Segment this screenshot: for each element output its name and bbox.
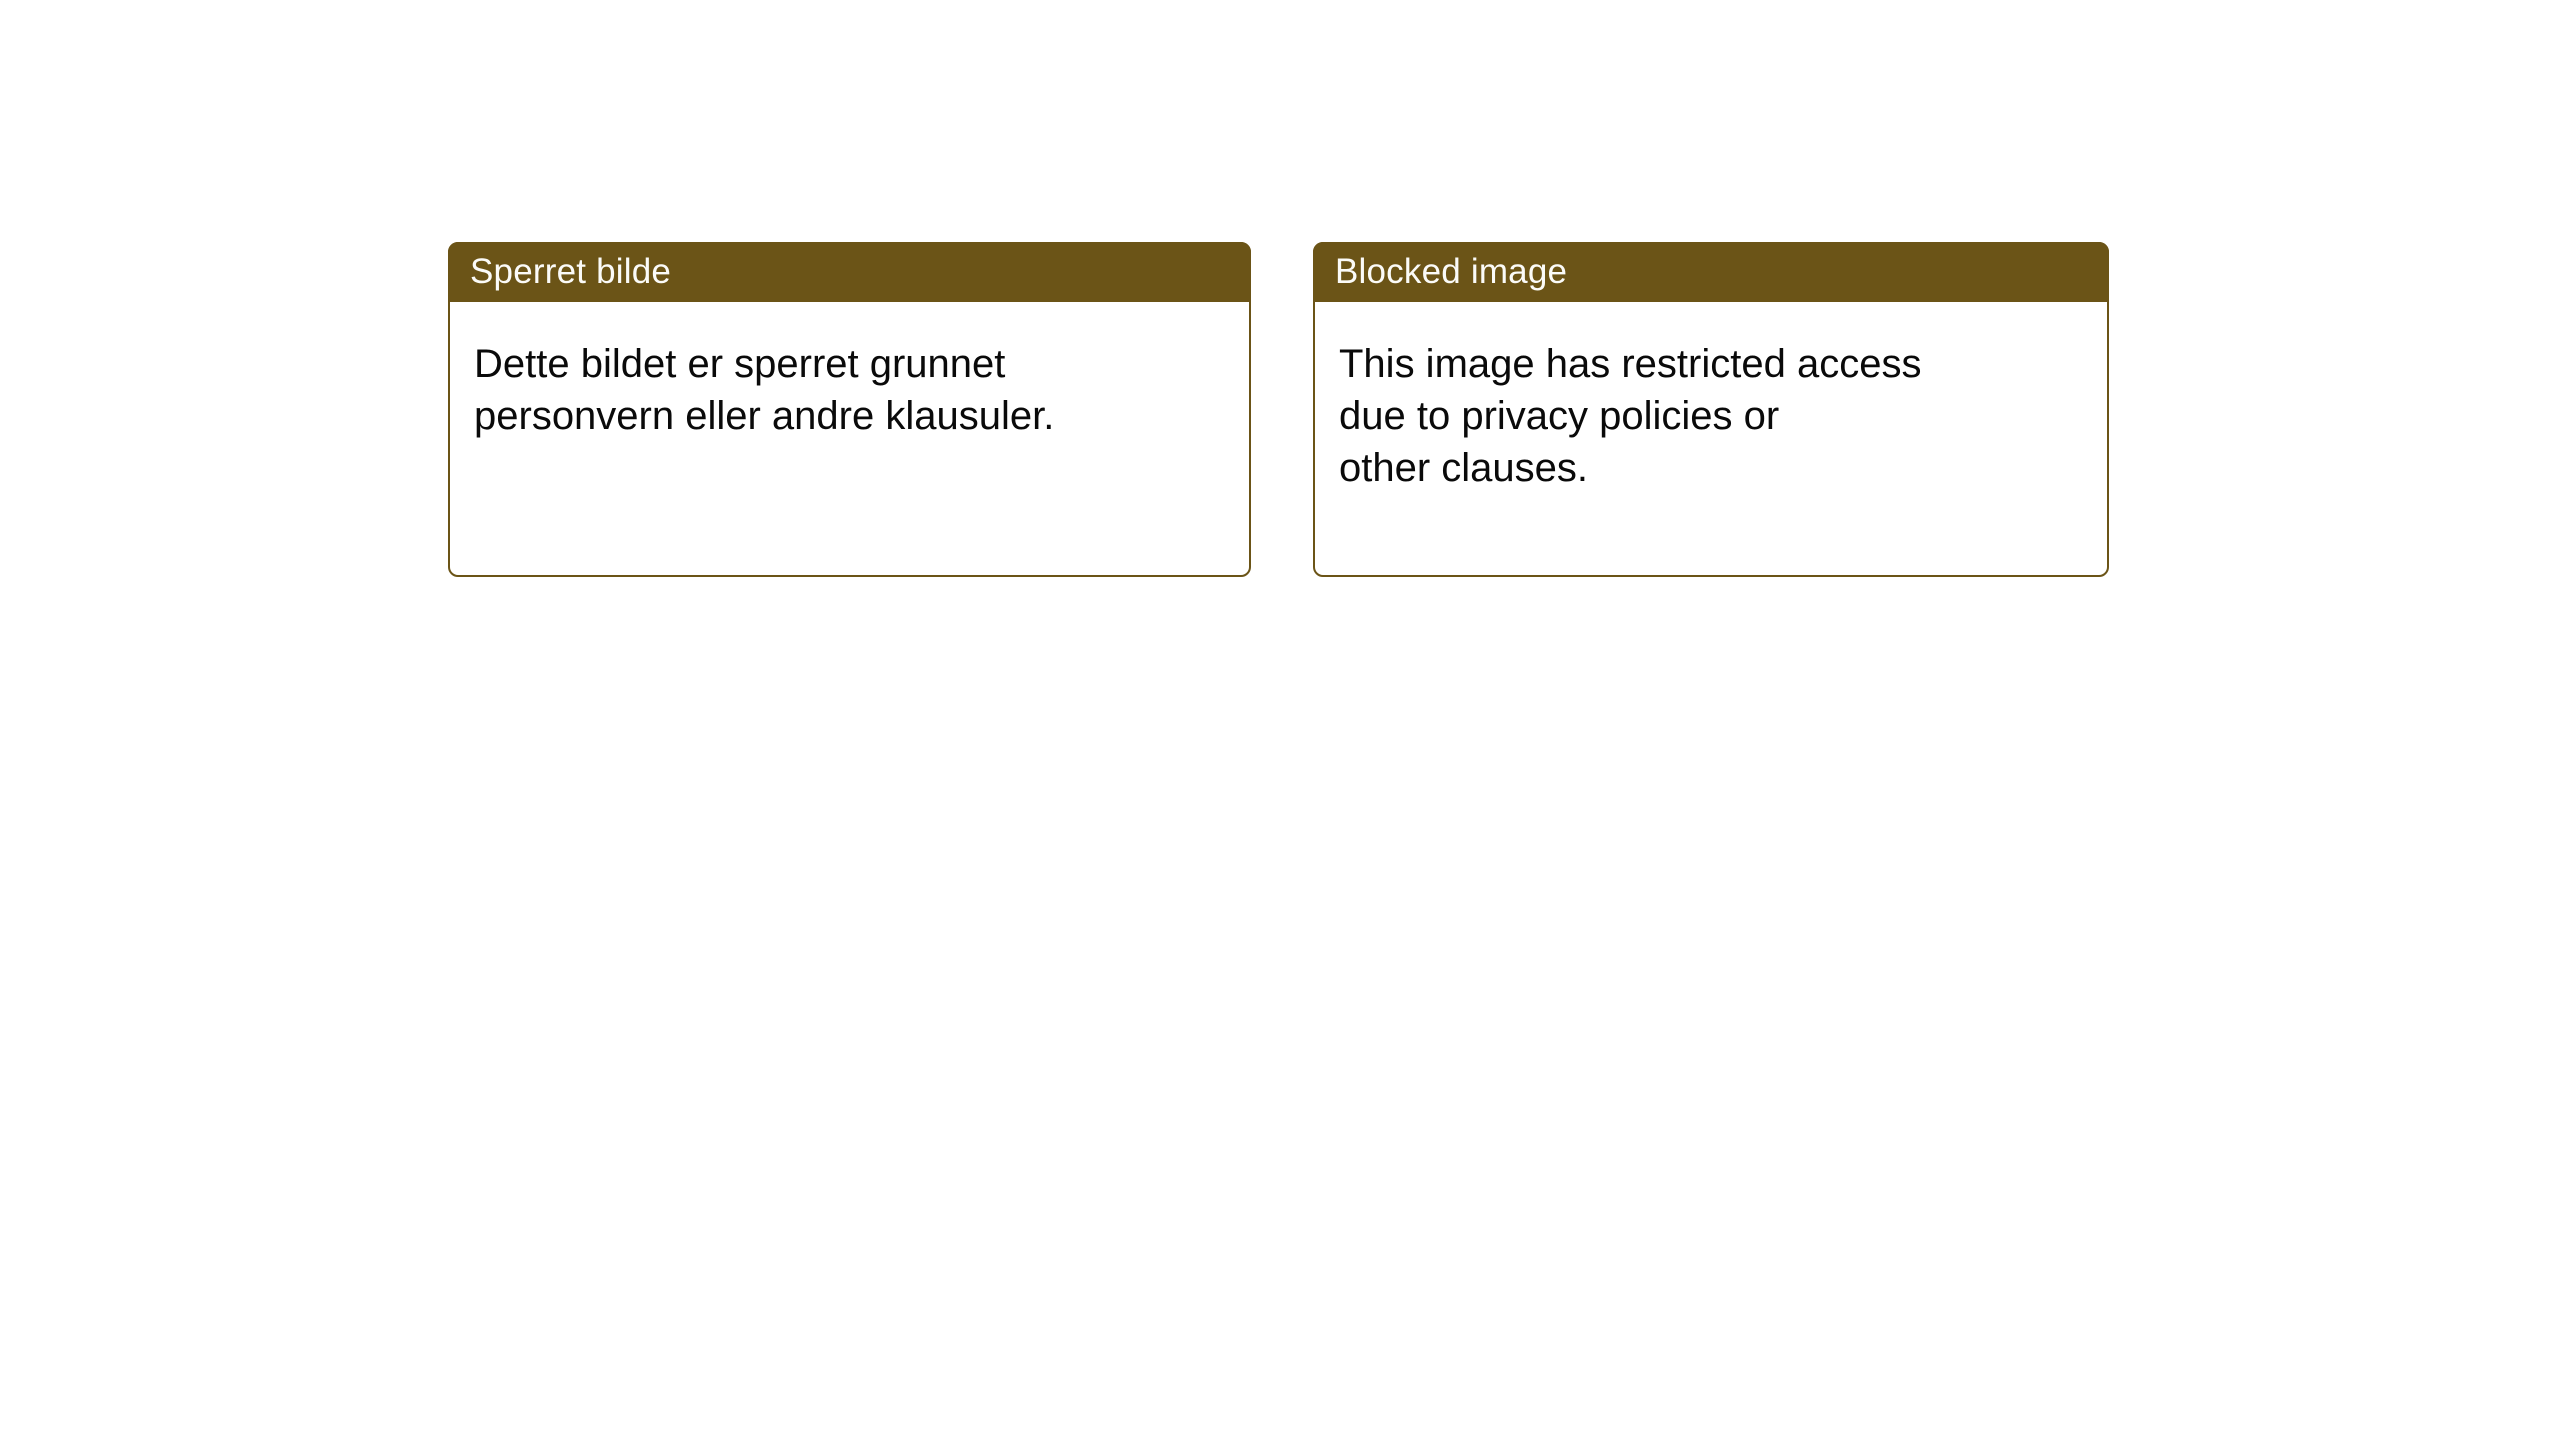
blocked-image-card-norwegian	[448, 242, 1251, 577]
card-body-line: Dette bildet er sperret grunnet	[474, 342, 1006, 386]
card-body-line: personvern eller andre klausuler.	[474, 394, 1055, 438]
card-body-norwegian	[450, 302, 1249, 442]
card-header	[448, 242, 1251, 302]
card-body-english	[1315, 302, 2107, 494]
card-body-line: This image has restricted access	[1339, 342, 1922, 386]
card-title-english: Blocked image	[1335, 252, 1568, 291]
card-body-line: due to privacy policies or	[1339, 394, 1780, 438]
card-title-norwegian: Sperret bilde	[470, 252, 672, 291]
card-body-line: other clauses.	[1339, 446, 1589, 490]
card-header	[1313, 242, 2109, 302]
blocked-image-card-english	[1313, 242, 2109, 577]
